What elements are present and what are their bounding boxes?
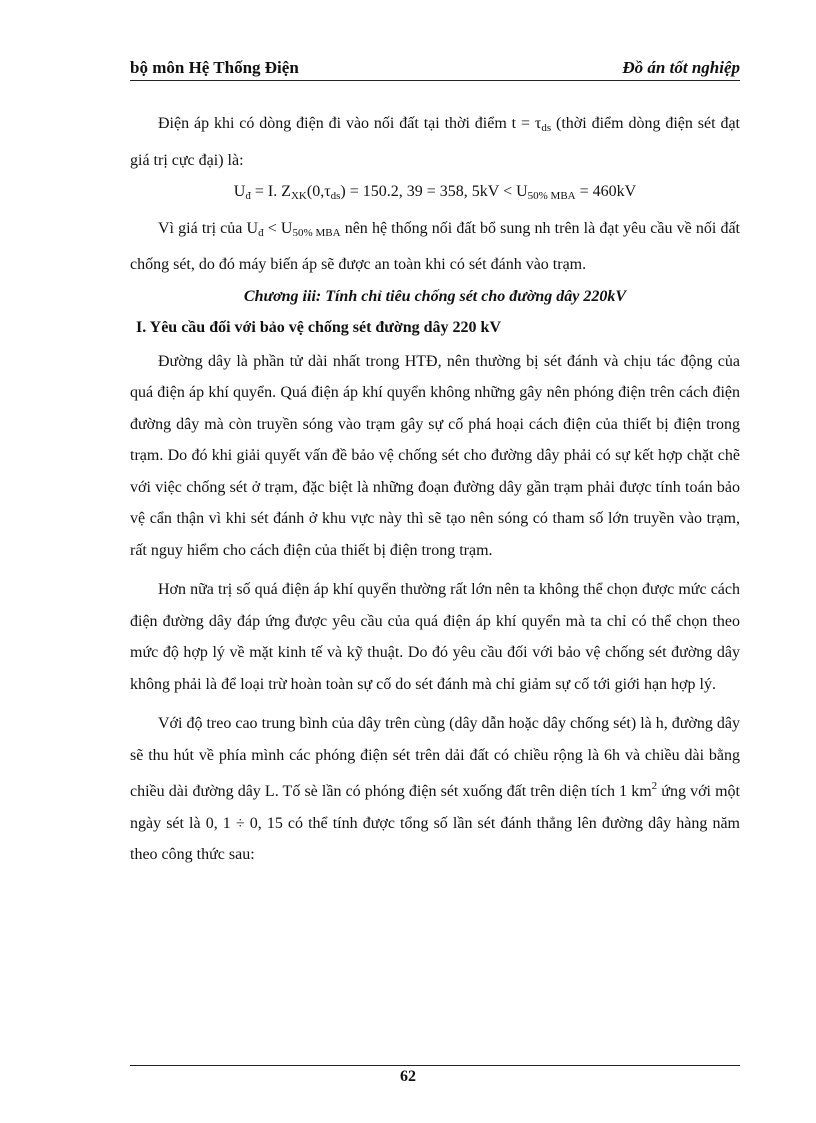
subscript: đ xyxy=(245,190,251,202)
text-run: Vì giá trị của U xyxy=(158,219,259,237)
tau-symbol: τ xyxy=(534,115,542,132)
subscript: 50% MBA xyxy=(292,226,341,239)
page-header xyxy=(130,58,740,82)
subscript: 50% MBA xyxy=(527,190,576,202)
page-number: 62 xyxy=(400,1068,416,1085)
formula-text: (0, xyxy=(306,183,325,200)
subscript: ds xyxy=(541,122,552,134)
formula-text: = 460kV xyxy=(575,183,637,200)
subscript: XK xyxy=(290,190,307,202)
text-run: < U xyxy=(263,219,293,237)
paragraph-voltage-intro xyxy=(130,108,740,176)
text-run: ứng với một ngày sét là 0, 1 ÷ 0, 15 có thể tính được tổng số lần sét đánh thẳng lên đường dây hàng năm theo công thức sau: xyxy=(130,783,741,863)
text-run: Điện áp khi có dòng điện đi vào nối đất tại thời điểm t = xyxy=(158,115,535,132)
superscript: 2 xyxy=(651,780,658,792)
text-run: (thời điểm dòng điện sét đạt giá trị cực đại) là: xyxy=(130,115,740,169)
subscript: đ xyxy=(258,226,264,239)
chapter-heading: Chương iii: Tính chỉ tiêu chống sét cho đường dây 220kV xyxy=(243,287,627,305)
formula-text: ) = 150.2, 39 = 358, 5kV < U xyxy=(340,183,528,200)
section-heading: I. Yêu cầu đối với bảo vệ chống sét đường dây 220 kV xyxy=(136,319,501,336)
paragraph-insulation-level: Hơn nữa trị số quá điện áp khí quyển thường rất lớn nên ta không thể chọn được mức cách điện đường dây đáp ứng được yêu cầu của quá điện áp khí quyển mà ta chỉ có thể chọn theo mức độ hợp lý về mặt kinh tế và kỹ thuật. Do đó yêu cầu đối với bảo vệ chống sét đường dây không phải là để loại trừ hoàn toàn sự cố do sét đánh mà chỉ giảm sự cố tới giới hạn hợp lý. xyxy=(130,581,740,693)
paragraph-conclusion xyxy=(130,213,740,281)
footer-rule xyxy=(130,1065,740,1066)
voltage-formula xyxy=(130,176,740,213)
paragraph-line-overview: Đường dây là phần tử dài nhất trong HTĐ, nên thường bị sét đánh và chịu tác động của quá điện áp khí quyển. Quá điện áp khí quyển không những gây nên phóng điện trên cách điện đường dây mà còn truyền sóng vào trạm gây sự cố phá hoại cách điện của thiết bị điện trong trạm. Do đó khi giải quyết vấn đề bảo vệ chống sét cho đường dây phải có sự kết hợp chặt chẽ với việc chống sét ở trạm, đặc biệt là những đoạn đường dây gần trạm phải được tính toán bảo vệ cẩn thận vì khi sét đánh ở khu vực này thì sẽ tạo nên sóng có tham số lớn truyền vào trạm, rất nguy hiểm cho cách điện của thiết bị điện trong trạm. xyxy=(130,352,740,559)
text-run: Với độ treo cao trung bình của dây trên cùng (dây dẫn hoặc dây chống sét) là h, đường dây sẽ thu hút về phía mình các phóng điện sét trên dải đất có chiều rộng là 6h và chiều dài bằng chiều dài đường dây L. Tố sè lần có phóng điện sét xuống đất trên diện tích 1 km xyxy=(130,715,740,800)
header-rule xyxy=(130,80,740,81)
header-doc-type: Đồ án tốt nghiệp xyxy=(622,58,740,77)
text-run: nên hệ thống nối đất bổ sung nh trên là đạt yêu cầu về nối đất chống sét, do đó máy biến áp sẽ được an toàn khi có sét đánh vào trạm. xyxy=(130,219,741,273)
header-department: bộ môn Hệ Thống Điện xyxy=(130,58,299,77)
formula-text: = I. Z xyxy=(250,183,291,200)
formula-symbol: U xyxy=(233,183,246,200)
subscript: ds xyxy=(330,190,341,202)
tau-symbol: τ xyxy=(324,183,331,200)
page-body xyxy=(130,108,740,871)
paragraph-lightning-count xyxy=(130,708,740,871)
